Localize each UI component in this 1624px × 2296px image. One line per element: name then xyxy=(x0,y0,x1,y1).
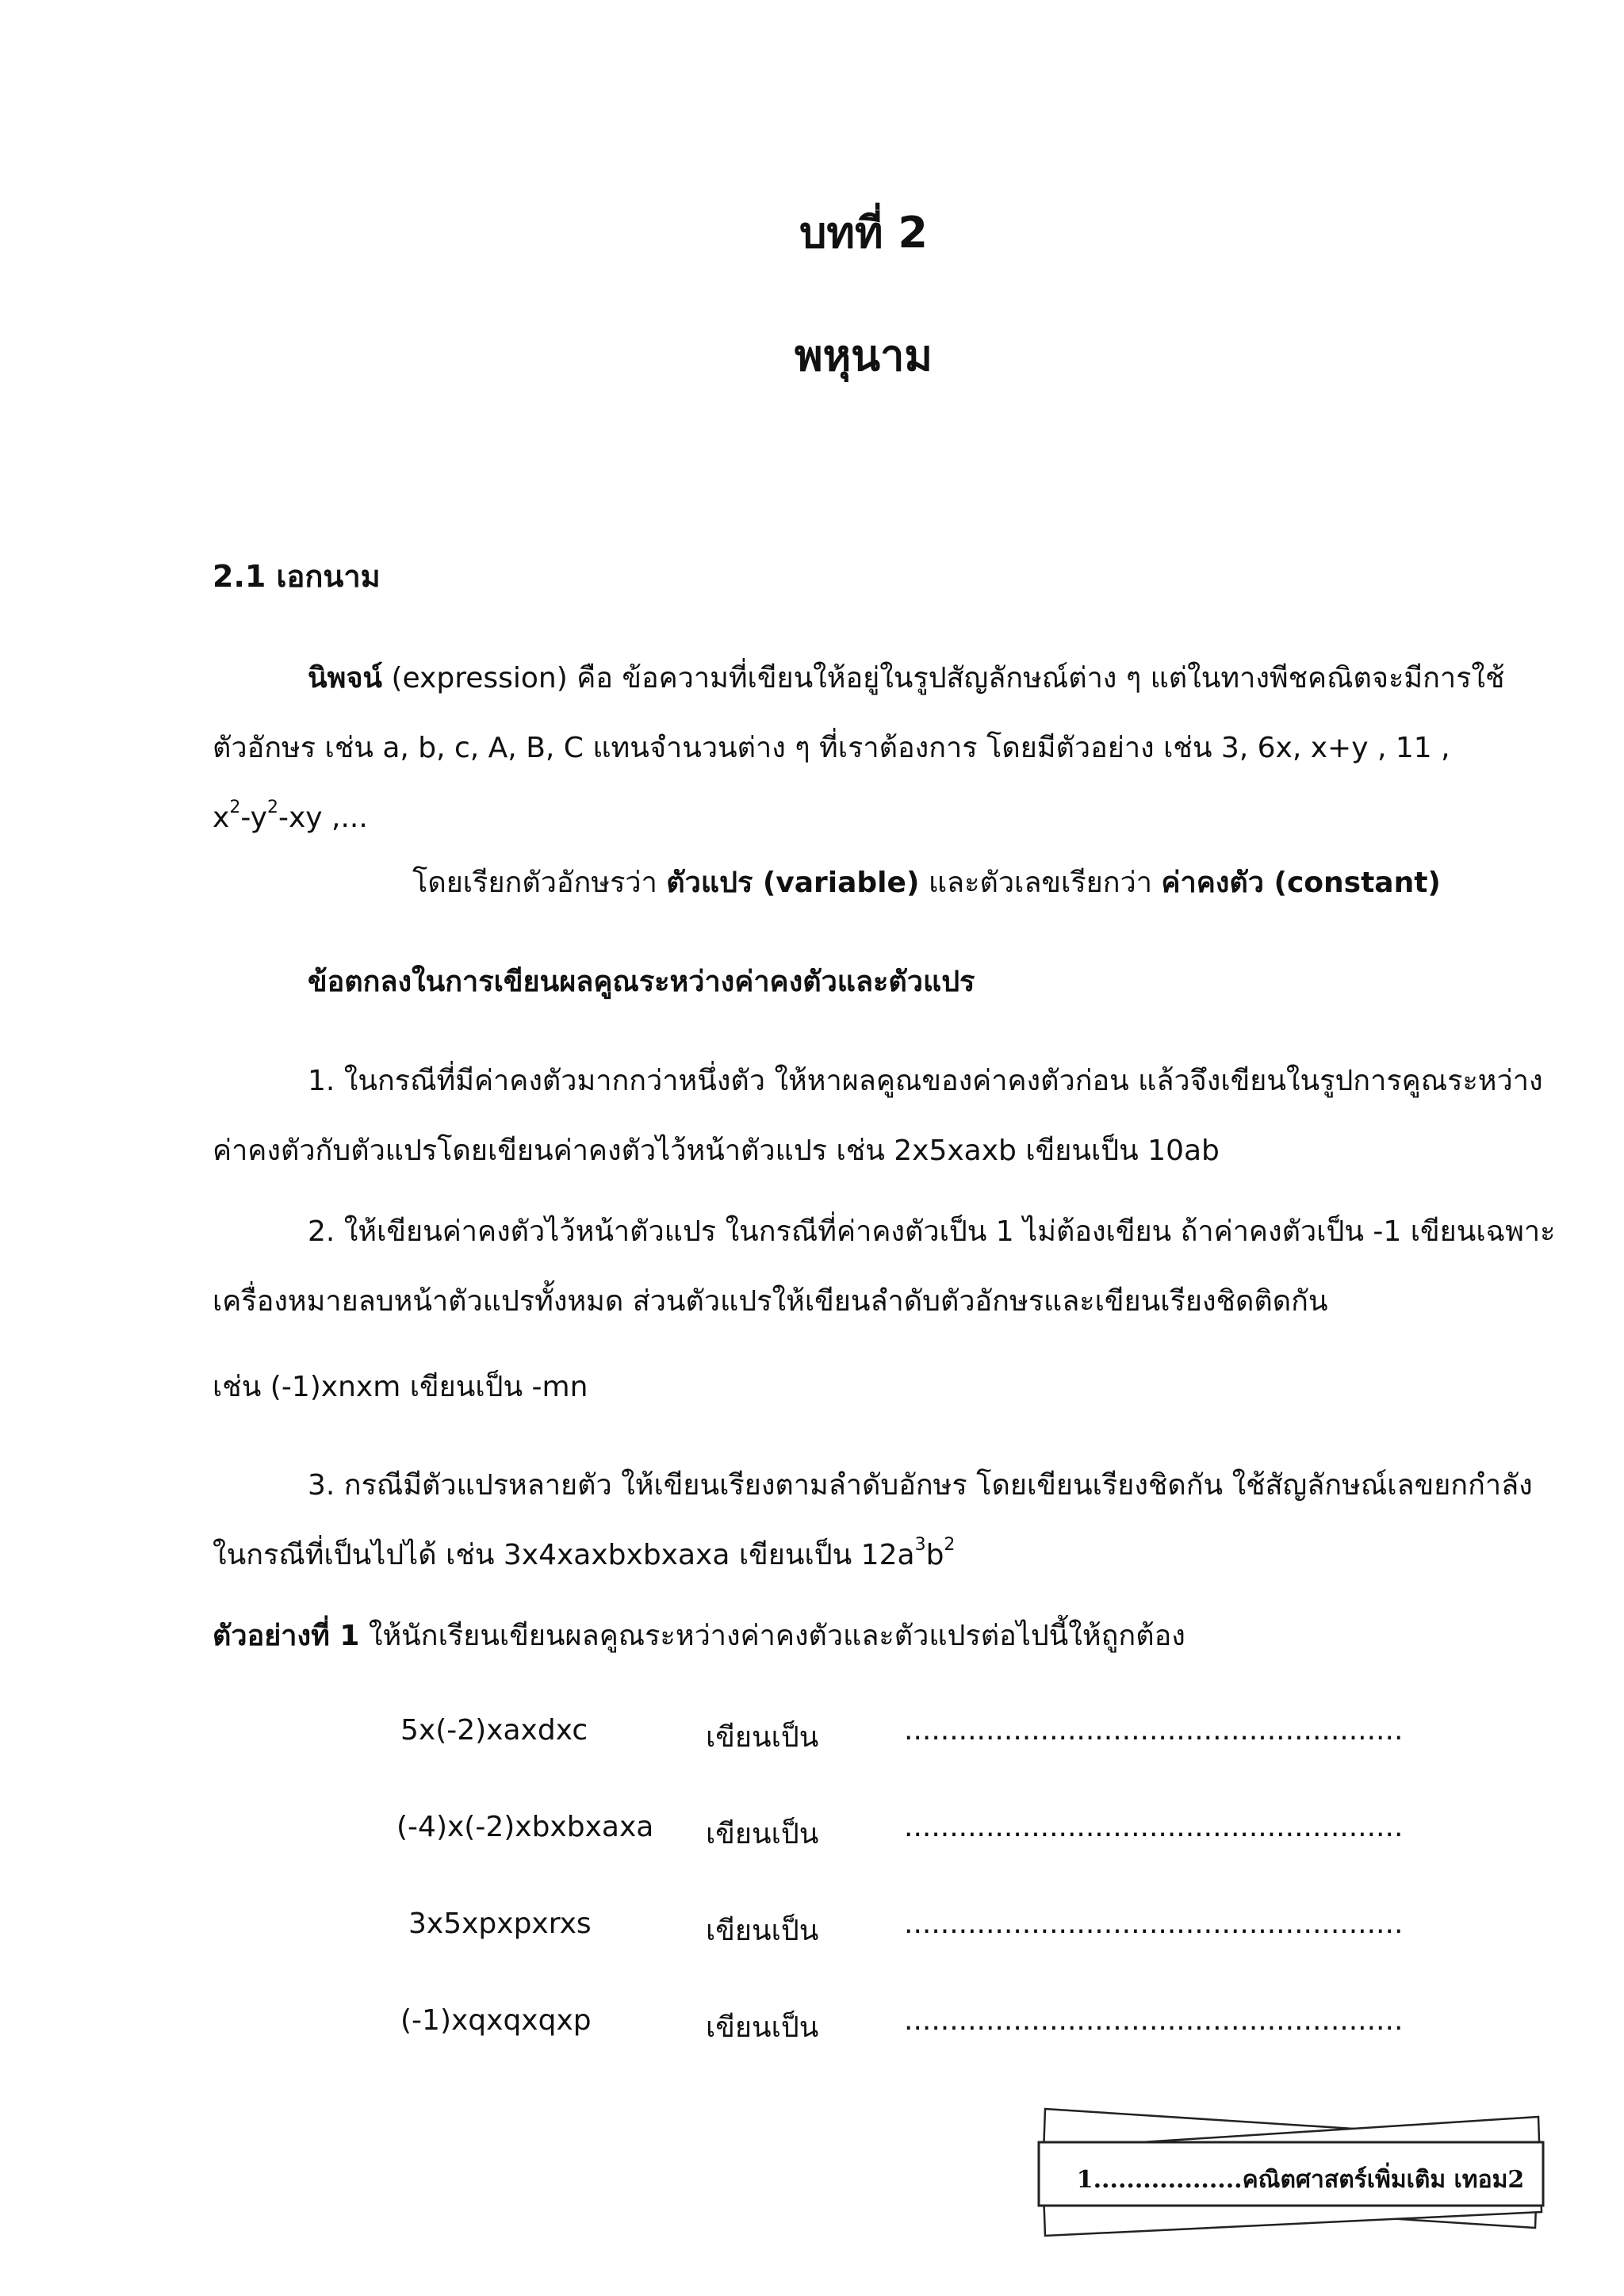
exercise-1-label: เขียนเป็น xyxy=(706,1721,819,1754)
example-1-instruction: ตัวอย่างที่ 1 ให้นักเรียนเขียนผลคูณระหว่างค่าคงตัวและตัวแปรต่อไปนี้ให้ถูกต้อง xyxy=(213,1620,1185,1652)
definition-line-3: $x^2-y^2-xy$ ,... xyxy=(213,798,368,834)
exercise-3-label: เขียนเป็น xyxy=(706,1915,819,1947)
constant-term: ค่าคงตัว (constant) xyxy=(1161,867,1441,899)
naming-sentence: โดยเรียกตัวอักษรว่า ตัวแปร (variable) และตัวเลขเรียกว่า ค่าคงตัว (constant) xyxy=(412,867,1441,899)
rule-2: 2. ให้เขียนค่าคงตัวไว้หน้าตัวแปร ในกรณีที่ค่าคงตัวเป็น 1 ไม่ต้องเขียน ถ้าค่าคงตัวเป็น -1 เขียนเฉพาะ เครื่องหมายลบหน้าตัวแปรทั้งหมด ส่วนตัวแปรให้เขียนลำดับตัวอักษรและเขียนเรียงชิดติดกัน xyxy=(213,1215,1556,1318)
exercise-2-label: เขียนเป็น xyxy=(706,1818,819,1850)
rule-1: 1. ในกรณีที่มีค่าคงตัวมากกว่าหนึ่งตัว ให้หาผลคูณของค่าคงตัวก่อน แล้วจึงเขียนในรูปการคูณระหว่าง ค่าคงตัวกับตัวแปรโดยเขียนค่าคงตัวไว้หน้าตัวแปร เช่น 2x5xaxb เขียนเป็น 10ab xyxy=(213,1065,1543,1167)
example-1-label: ตัวอย่างที่ 1 xyxy=(213,1620,360,1652)
exercise-1-answer-blank[interactable]: ....................................................... xyxy=(904,1714,1404,1747)
exercise-4-label: เขียนเป็น xyxy=(706,2011,819,2044)
exercise-2-answer-blank[interactable]: ....................................................... xyxy=(904,1811,1404,1843)
footer-page-label: 1..................คณิตศาสตร์เพิ่มเติม เทอม2 xyxy=(1076,2166,1525,2194)
variable-term: ตัวแปร (variable) xyxy=(666,867,920,899)
definition-line-2: ตัวอักษร เช่น a, b, c, A, B, C แทนจำนวนต่าง ๆ ที่เราต้องการ โดยมีตัวอย่าง เช่น 3, 6x, x+y , 11 , xyxy=(213,732,1450,764)
definition-term: นิพจน์ xyxy=(308,662,383,695)
exercise-4-expression: (-1)xqxqxqxp xyxy=(400,2004,592,2037)
exercise-1-expression: 5x(-2)xaxdxc xyxy=(400,1714,588,1747)
rule-2-example: เช่น (-1)xnxm เขียนเป็น -mn xyxy=(213,1371,588,1403)
exercise-3-answer-blank[interactable]: ....................................................... xyxy=(904,1908,1404,1940)
rule-3: 3. กรณีมีตัวแปรหลายตัว ให้เขียนเรียงตามลำดับอักษร โดยเขียนเรียงชิดกัน ใช้สัญลักษณ์เลขยกกำลัง ในกรณีที่เป็นไปได้ เช่น 3x4xaxbxbxaxa เขียนเป็น $12a^3b^2$ xyxy=(213,1469,1533,1571)
footer-banner xyxy=(1031,2093,1570,2252)
definition-line-1: นิพจน์ (expression) คือ ข้อความที่เขียนให้อยู่ในรูปสัญลักษณ์ต่าง ๆ แต่ในทางพีชคณิตจะมีการใช้ xyxy=(308,662,1505,695)
chapter-title: พหุนาม xyxy=(794,331,933,381)
exercise-2-expression: (-4)x(-2)xbxbxaxa xyxy=(396,1811,654,1843)
definition-paragraph xyxy=(213,644,1505,853)
rules-heading: ข้อตกลงในการเขียนผลคูณระหว่างค่าคงตัวและตัวแปร xyxy=(308,966,975,998)
chapter-number: บทที่ 2 xyxy=(799,208,928,258)
exercise-3-expression: 3x5xpxpxrxs xyxy=(408,1908,592,1940)
exercise-4-answer-blank[interactable]: ....................................................... xyxy=(904,2004,1404,2037)
section-heading: 2.1 เอกนาม xyxy=(213,559,381,594)
